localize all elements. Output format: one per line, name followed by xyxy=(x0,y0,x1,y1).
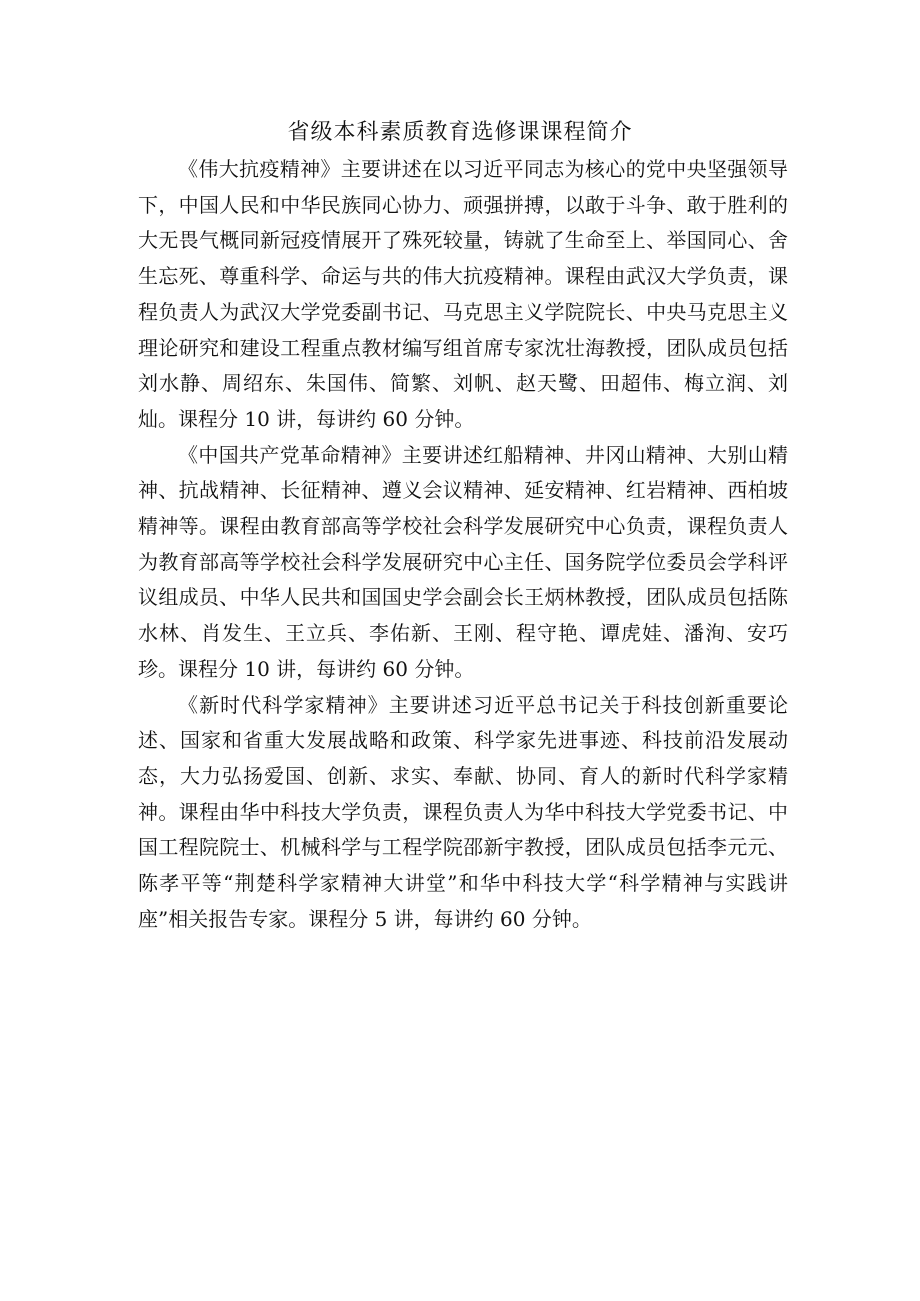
paragraph-course-scientist-spirit: 《新时代科学家精神》主要讲述习近平总书记关于科技创新重要论述、国家和省重大发展战略和政策、科学家先进事迹、科技前沿发展动态，大力弘扬爱国、创新、求实、奉献、协同、育人的新时代科学家精神。课程由华中科技大学负责，课程负责人为华中科技大学党委书记、中国工程院院士、机械科学与工程学院邵新宇教授，团队成员包括李元元、陈孝平等“荆楚科学家精神大讲堂”和华中科技大学“科学精神与实践讲座”相关报告专家。课程分 5 讲，每讲约 60 分钟。 xyxy=(138,692,788,931)
document-body xyxy=(138,152,788,937)
document-title: 省级本科素质教育选修课课程简介 xyxy=(287,120,633,145)
paragraph-course-revolutionary-spirit: 《中国共产党革命精神》主要讲述红船精神、井冈山精神、大别山精神、抗战精神、长征精神、遵义会议精神、延安精神、红岩精神、西柏坡精神等。课程由教育部高等学校社会科学发展研究中心负责，课程负责人为教育部高等学校社会科学发展研究中心主任、国务院学位委员会学科评议组成员、中华人民共和国国史学会副会长王炳林教授，团队成员包括陈水林、肖发生、王立兵、李佑新、王刚、程守艳、谭虎娃、潘洵、安巧珍。课程分 10 讲，每讲约 60 分钟。 xyxy=(138,442,788,681)
paragraph-course-anti-epidemic-spirit: 《伟大抗疫精神》主要讲述在以习近平同志为核心的党中央坚强领导下，中国人民和中华民族同心协力、顽强拼搏，以敢于斗争、敢于胜利的大无畏气概同新冠疫情展开了殊死较量，铸就了生命至上、举国同心、舍生忘死、尊重科学、命运与共的伟大抗疫精神。课程由武汉大学负责，课程负责人为武汉大学党委副书记、马克思主义学院院长、中央马克思主义理论研究和建设工程重点教材编写组首席专家沈壮海教授，团队成员包括刘水静、周绍东、朱国伟、简繁、刘帆、赵天鹭、田超伟、梅立润、刘灿。课程分 10 讲，每讲约 60 分钟。 xyxy=(138,157,788,431)
